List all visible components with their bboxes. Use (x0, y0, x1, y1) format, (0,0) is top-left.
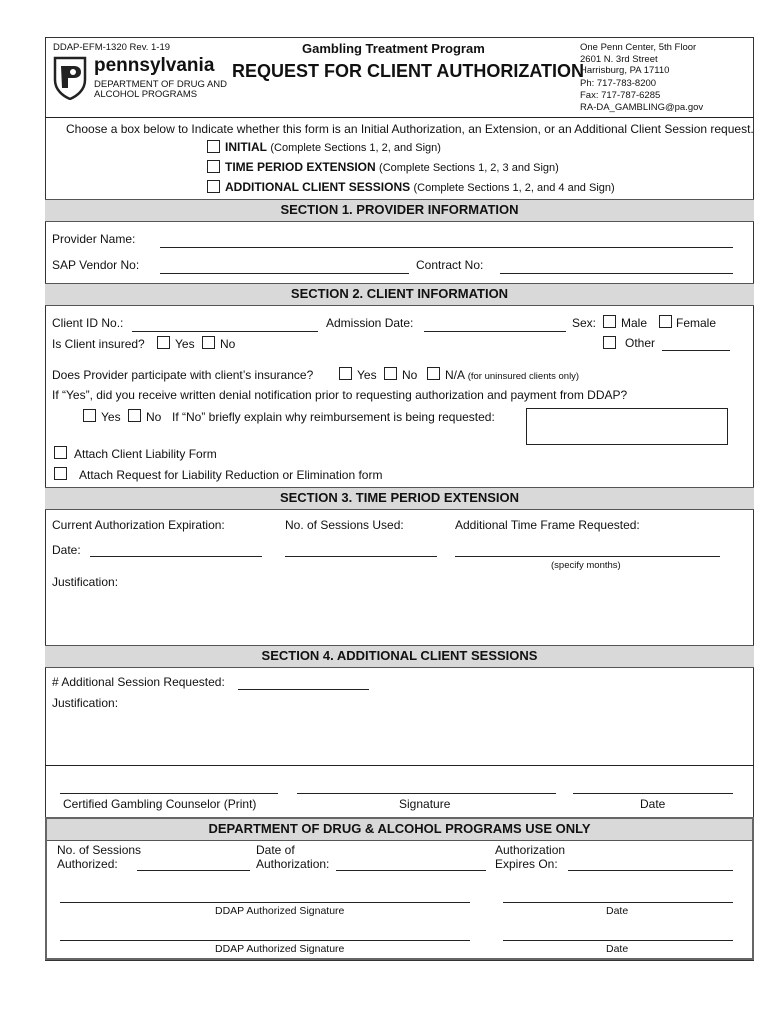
page-title: REQUEST FOR CLIENT AUTHORIZATION (232, 61, 584, 81)
denial-yes-checkbox[interactable] (83, 409, 96, 422)
timeframe-field[interactable] (455, 556, 720, 557)
option-extension: TIME PERIOD EXTENSION (Complete Sections 1, 2, 3 and Sign) (225, 160, 559, 174)
female-label: Female (676, 316, 717, 330)
insured-yes-checkbox[interactable] (157, 336, 170, 349)
contract-field[interactable] (500, 273, 733, 274)
section-4-header: SECTION 4. ADDITIONAL CLIENT SESSIONS (45, 645, 754, 668)
participate-na-checkbox[interactable] (427, 367, 440, 380)
logo-word: pennsylvania (94, 55, 215, 76)
female-checkbox[interactable] (659, 315, 672, 328)
additional-sessions-checkbox[interactable] (207, 180, 220, 193)
date-authorization-field[interactable] (336, 870, 486, 871)
program-name: Gambling Treatment Program (302, 41, 485, 56)
admission-date-field[interactable] (424, 331, 566, 332)
provider-name-label: Provider Name: (52, 232, 136, 246)
expiration-date-field[interactable] (90, 556, 262, 557)
sessions-authorized-field[interactable] (137, 870, 250, 871)
client-id-label: Client ID No.: (52, 316, 124, 330)
instruction-text: Choose a box below to Indicate whether this form is an Initial Authorization, an Extension, or an Additional Client Session request. (66, 122, 754, 136)
expires-label-2: Expires On: (495, 857, 558, 871)
logo-sub-1: DEPARTMENT OF DRUG AND (94, 79, 228, 90)
sessions-authorized-label-1: No. of Sessions (57, 843, 142, 857)
insured-no-checkbox[interactable] (202, 336, 215, 349)
email: RA-DA_GAMBLING@pa.gov (580, 102, 704, 113)
date-caption: Date (640, 797, 666, 811)
sap-vendor-field[interactable] (160, 273, 409, 274)
ddap-signature-label-2: DDAP Authorized Signature (215, 943, 345, 955)
additional-timeframe-label: Additional Time Frame Requested: (455, 518, 640, 532)
if-no-explain-label: If “No” briefly explain why reimbursement is being requested: (172, 410, 495, 424)
attach-liability-checkbox[interactable] (54, 446, 67, 459)
address-line-2: 2601 N. 3rd Street (580, 54, 658, 65)
form-id: DDAP-EFM-1320 Rev. 1-19 (53, 42, 171, 53)
logo-sub-2: ALCOHOL PROGRAMS (94, 89, 198, 100)
header-divider (45, 117, 754, 118)
if-yes-question: If “Yes”, did you receive written denial notification prior to requesting authorization and payment from DDAP? (52, 388, 628, 402)
attach-reduction-checkbox[interactable] (54, 467, 67, 480)
insured-yes-label: Yes (175, 337, 195, 351)
participate-na-label: N/A (for uninsured clients only) (445, 368, 580, 382)
s4-justification-label: Justification: (52, 696, 119, 710)
option-initial: INITIAL (Complete Sections 1, 2, and Sign) (225, 140, 441, 154)
participate-no-checkbox[interactable] (384, 367, 397, 380)
extension-checkbox[interactable] (207, 160, 220, 173)
participate-label: Does Provider participate with client’s insurance? (52, 368, 314, 382)
male-label: Male (621, 316, 648, 330)
date-authorization-label-1: Date of (256, 843, 295, 857)
phone: Ph: 717-783-8200 (580, 78, 657, 89)
contract-label: Contract No: (416, 258, 484, 272)
denial-yes-label: Yes (101, 410, 121, 424)
attach-reduction-label: Attach Request for Liability Reduction or Elimination form (79, 468, 383, 482)
insured-label: Is Client insured? (52, 337, 145, 351)
current-expiration-label: Current Authorization Expiration: (52, 518, 225, 532)
additional-requested-label: # Additional Session Requested: (52, 675, 225, 689)
ddap-signature-field-2[interactable] (60, 940, 470, 941)
section-1-header: SECTION 1. PROVIDER INFORMATION (45, 199, 754, 222)
signature-label: Signature (399, 797, 451, 811)
date-authorization-label-2: Authorization: (256, 857, 330, 871)
sex-label: Sex: (572, 316, 597, 330)
sessions-used-field[interactable] (285, 556, 437, 557)
counselor-print-label: Certified Gambling Counselor (Print) (63, 797, 257, 811)
sessions-authorized-label-2: Authorized: (57, 857, 118, 871)
ddap-date-field-1[interactable] (503, 902, 733, 903)
ddap-date-label-1: Date (606, 905, 629, 917)
address-line-3: Harrisburg, PA 17110 (580, 65, 670, 76)
participate-yes-checkbox[interactable] (339, 367, 352, 380)
participate-no-label: No (402, 368, 418, 382)
section-2-header: SECTION 2. CLIENT INFORMATION (45, 283, 754, 306)
attach-liability-label: Attach Client Liability Form (74, 447, 217, 461)
section-4-divider (45, 765, 754, 766)
client-id-field[interactable] (132, 331, 318, 332)
ddap-signature-label-1: DDAP Authorized Signature (215, 905, 345, 917)
sap-vendor-label: SAP Vendor No: (52, 258, 140, 272)
option-additional: ADDITIONAL CLIENT SESSIONS (Complete Sections 1, 2, and 4 and Sign) (225, 180, 615, 194)
denial-no-checkbox[interactable] (128, 409, 141, 422)
counselor-print-field[interactable] (60, 793, 278, 794)
ddap-signature-field-1[interactable] (60, 902, 470, 903)
ddap-date-field-2[interactable] (503, 940, 733, 941)
counselor-signature-field[interactable] (297, 793, 556, 794)
additional-requested-field[interactable] (238, 689, 369, 690)
specify-months-note: (specify months) (551, 560, 621, 571)
admission-date-label: Admission Date: (326, 316, 414, 330)
male-checkbox[interactable] (603, 315, 616, 328)
sessions-used-label: No. of Sessions Used: (285, 518, 404, 532)
address-line-1: One Penn Center, 5th Floor (580, 42, 697, 53)
other-field[interactable] (662, 350, 730, 351)
provider-name-field[interactable] (160, 247, 733, 248)
other-label: Other (625, 336, 656, 350)
s3-justification-label: Justification: (52, 575, 119, 589)
fax: Fax: 717-787-6285 (580, 90, 661, 101)
other-checkbox[interactable] (603, 336, 616, 349)
denial-no-label: No (146, 410, 162, 424)
ddap-date-label-2: Date (606, 943, 629, 955)
explanation-box[interactable] (526, 408, 728, 445)
initial-checkbox[interactable] (207, 140, 220, 153)
date-label: Date: (52, 543, 81, 557)
insured-no-label: No (220, 337, 236, 351)
expires-field[interactable] (568, 870, 733, 871)
ddap-header: DEPARTMENT OF DRUG & ALCOHOL PROGRAMS USE ONLY (47, 819, 752, 841)
expires-label-1: Authorization (495, 843, 566, 857)
pennsylvania-logo-icon (52, 56, 88, 100)
counselor-date-field[interactable] (573, 793, 733, 794)
participate-yes-label: Yes (357, 368, 377, 382)
section-3-header: SECTION 3. TIME PERIOD EXTENSION (45, 487, 754, 510)
